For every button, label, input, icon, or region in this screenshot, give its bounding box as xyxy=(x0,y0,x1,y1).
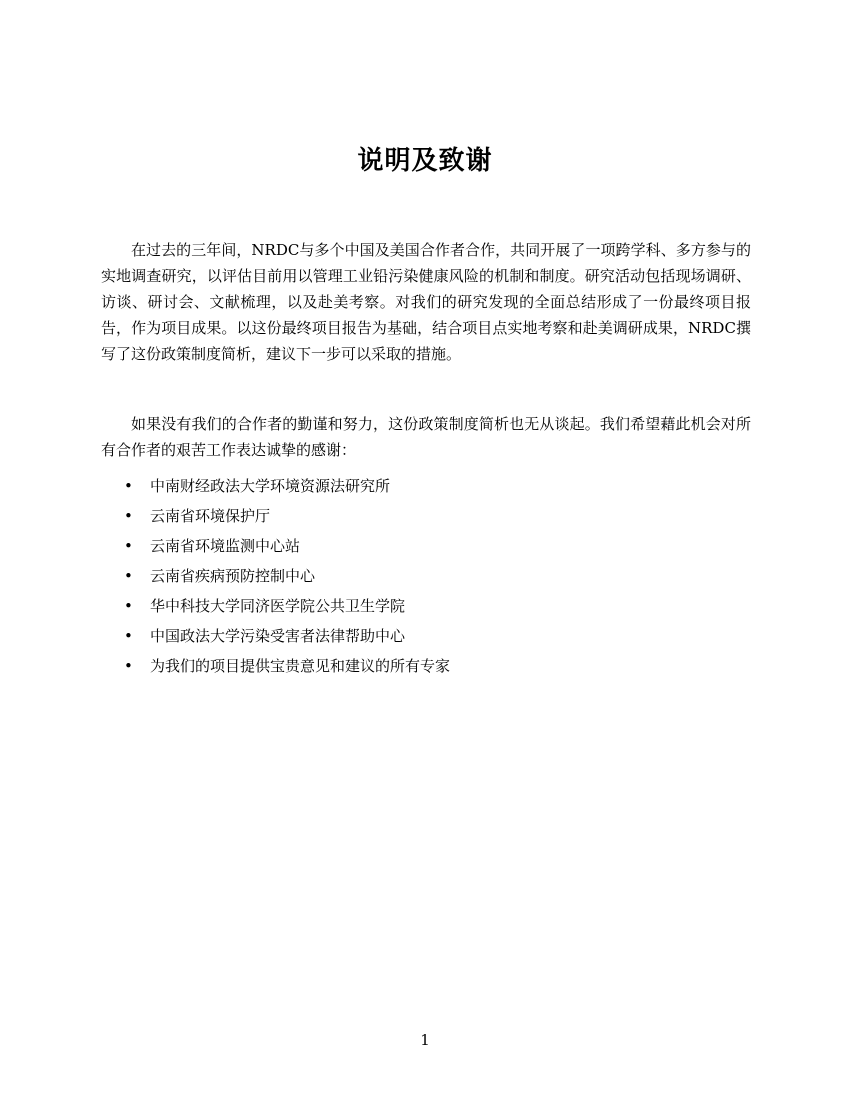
list-item xyxy=(124,594,450,624)
bullet-icon: • xyxy=(124,537,133,555)
thanks-paragraph xyxy=(101,411,751,463)
list-item xyxy=(124,624,450,654)
acknowledgement-list xyxy=(124,474,450,684)
bullet-icon: • xyxy=(124,627,133,645)
page-title: 说明及致谢 xyxy=(357,146,493,176)
list-item xyxy=(124,474,450,504)
list-item-text: 华中科技大学同济医学院公共卫生学院 xyxy=(150,597,406,615)
list-item-text: 中南财经政法大学环境资源法研究所 xyxy=(150,477,391,495)
bullet-icon: • xyxy=(124,567,133,585)
list-item-text: 云南省环境监测中心站 xyxy=(150,537,301,555)
bullet-icon: • xyxy=(124,507,133,525)
list-item xyxy=(124,504,450,534)
list-item-text: 中国政法大学污染受害者法律帮助中心 xyxy=(150,627,406,645)
list-item xyxy=(124,564,450,594)
list-item-text: 云南省疾病预防控制中心 xyxy=(150,567,316,585)
list-item xyxy=(124,534,450,564)
thanks-paragraph-text: 如果没有我们的合作者的勤谨和努力，这份政策制度简析也无从谈起。我们希望藉此机会对所有合作者的艰苦工作表达诚挚的感谢： xyxy=(101,415,751,459)
bullet-icon: • xyxy=(124,597,133,615)
bullet-icon: • xyxy=(124,477,133,495)
list-item xyxy=(124,654,450,684)
list-item-text: 云南省环境保护厅 xyxy=(150,507,271,525)
page-number: 1 xyxy=(420,1031,430,1049)
intro-paragraph xyxy=(101,237,751,367)
bullet-icon: • xyxy=(124,657,133,675)
intro-paragraph-text: 在过去的三年间，NRDC与多个中国及美国合作者合作，共同开展了一项跨学科、多方参与的实地调查研究，以评估目前用以管理工业铅污染健康风险的机制和制度。研究活动包括现场调研、访谈、研讨会、文献梳理，以及赴美考察。对我们的研究发现的全面总结形成了一份最终项目报告，作为项目成果。以这份最终项目报告为基础，结合项目点实地考察和赴美调研成果，NRDC撰写了这份政策制度简析，建议下一步可以采取的措施。 xyxy=(101,241,751,363)
list-item-text: 为我们的项目提供宝贵意见和建议的所有专家 xyxy=(150,657,451,675)
